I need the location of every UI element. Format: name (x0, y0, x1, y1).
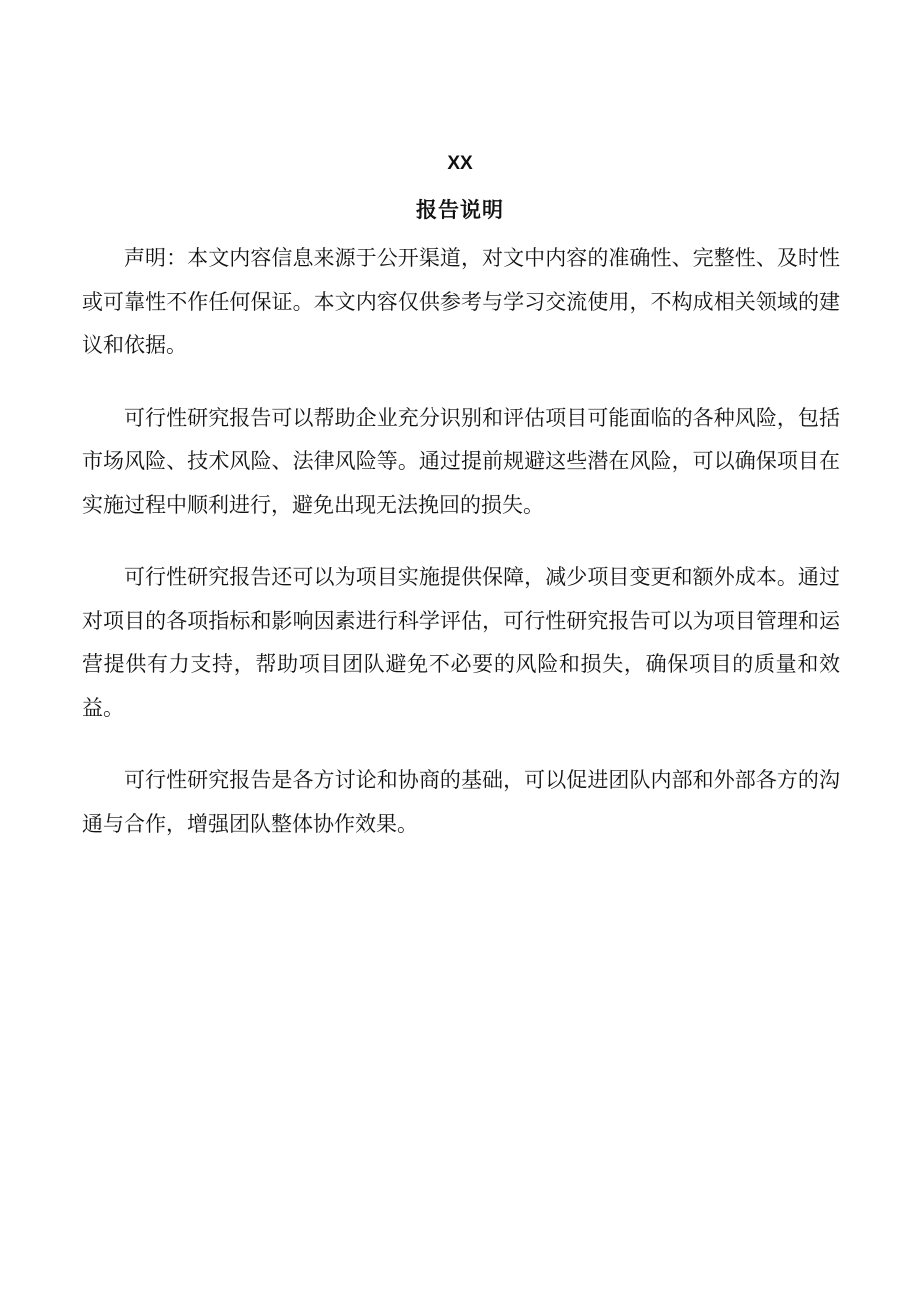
paragraph-collaboration-basis: 可行性研究报告是各方讨论和协商的基础，可以促进团队内部和外部各方的沟通与合作，增强团队整体协作效果。 (82, 768, 840, 836)
paragraph-disclaimer: 声明：本文内容信息来源于公开渠道，对文中内容的准确性、完整性、及时性或可靠性不作任何保证。本文内容仅供参考与学习交流使用，不构成相关领域的建议和依据。 (82, 246, 840, 357)
document-body (82, 237, 840, 875)
document-code: XX (447, 153, 473, 174)
document-title: 报告说明 (416, 197, 504, 222)
paragraph-implementation-guarantee: 可行性研究报告还可以为项目实施提供保障，减少项目变更和额外成本。通过对项目的各项指标和影响因素进行科学评估，可行性研究报告可以为项目管理和运营提供有力支持，帮助项目团队避免不必要的风险和损失，确保项目的质量和效益。 (82, 565, 840, 720)
paragraph-risk-identification: 可行性研究报告可以帮助企业充分识别和评估项目可能面临的各种风险，包括市场风险、技术风险、法律风险等。通过提前规避这些潜在风险，可以确保项目在实施过程中顺利进行，避免出现无法挽回的损失。 (82, 405, 840, 517)
